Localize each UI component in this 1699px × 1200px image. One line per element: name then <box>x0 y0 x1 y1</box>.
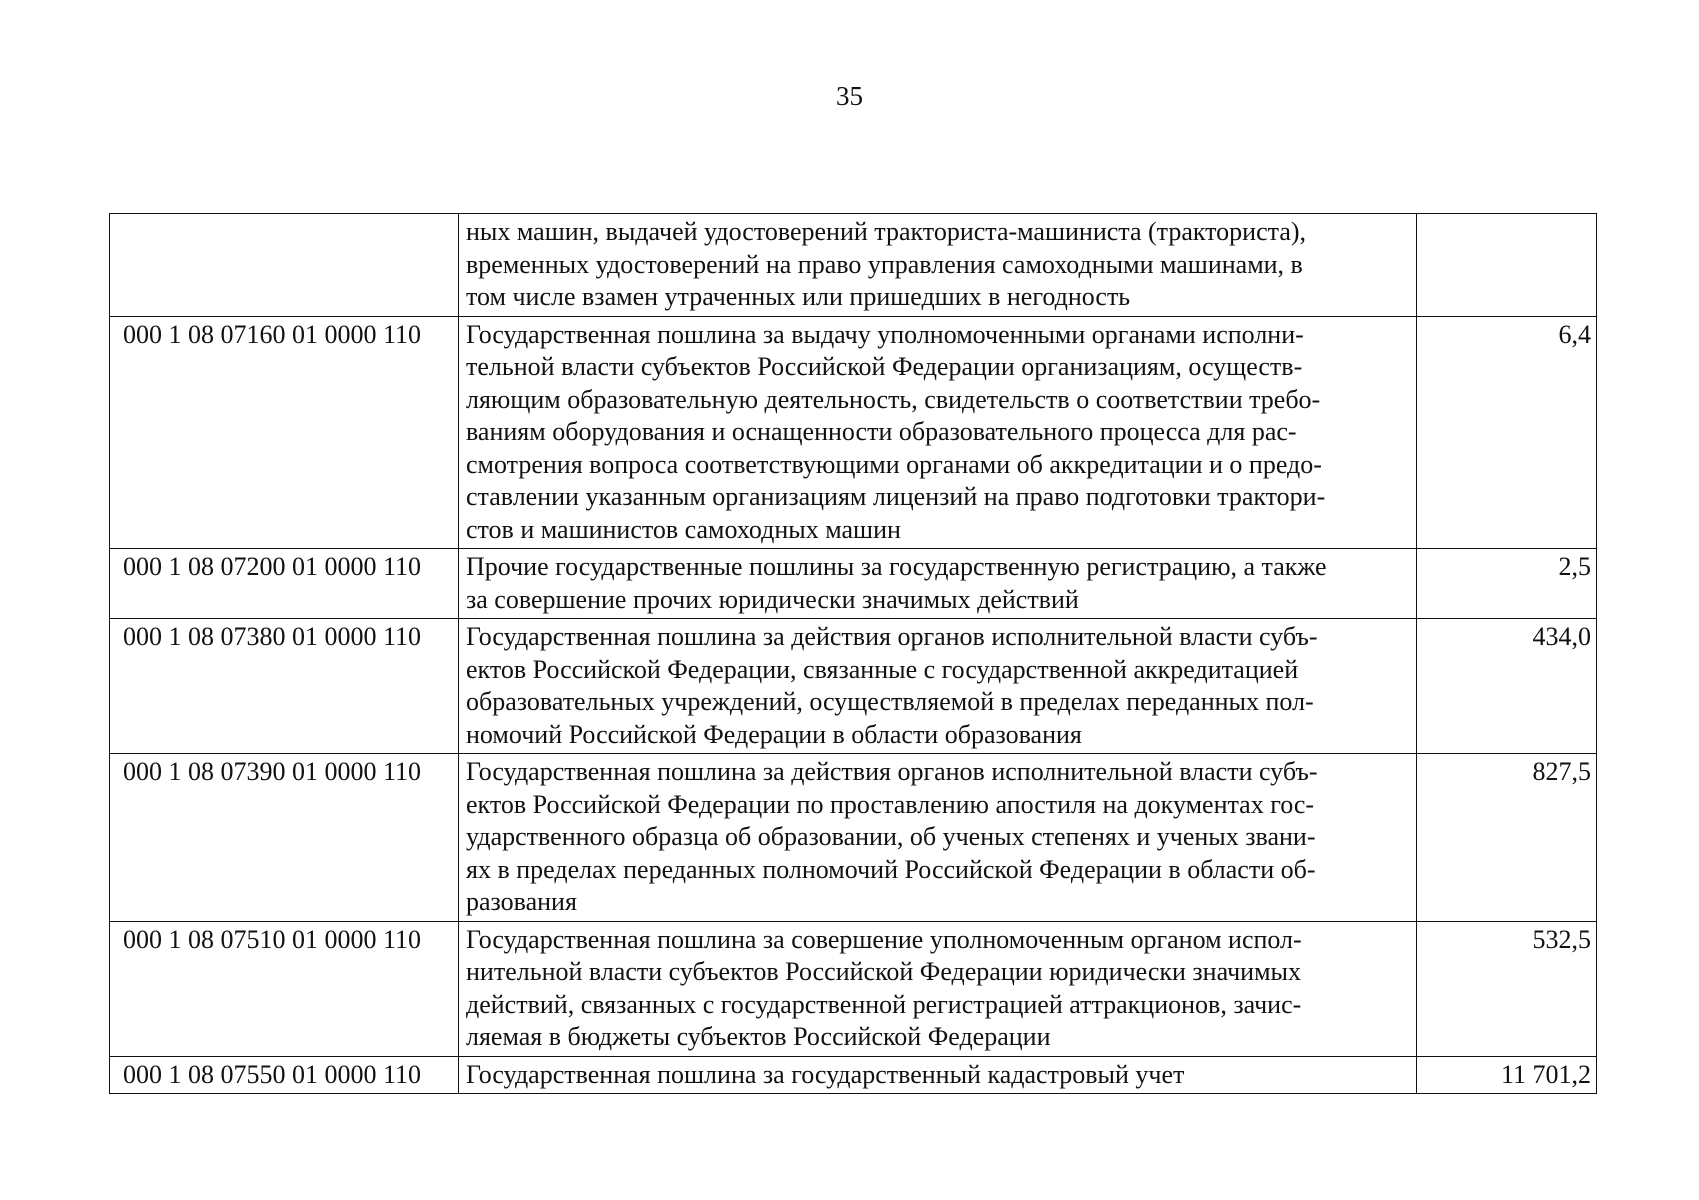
revenue-description-cell <box>459 619 1417 754</box>
classification-code-cell: 000 1 08 07510 01 0000 110 <box>110 921 459 1056</box>
table-row <box>110 754 1597 922</box>
budget-revenue-table <box>109 213 1597 1094</box>
classification-code-cell: 000 1 08 07200 01 0000 110 <box>110 549 459 619</box>
description-line: ставлении указанным организациям лицензий на право подготовки трактори- <box>466 482 1326 511</box>
description-line: стов и машинистов самоходных машин <box>466 514 901 544</box>
description-line: образовательных учреждений, осуществляемой в пределах переданных пол- <box>466 687 1314 716</box>
description-line: ваниям оборудования и оснащенности образовательного процесса для рас- <box>466 417 1297 446</box>
description-line: действий, связанных с государственной регистрацией аттракционов, зачис- <box>466 989 1302 1019</box>
description-line: ектов Российской Федерации по проставлению апостиля на документах гос- <box>466 789 1315 819</box>
description-line: ударственного образца об образовании, об ученых степенях и ученых звани- <box>466 822 1316 851</box>
classification-code-cell: 000 1 08 07390 01 0000 110 <box>110 754 459 922</box>
amount-cell: 2,5 <box>1417 549 1597 619</box>
amount-cell: 6,4 <box>1417 316 1597 549</box>
amount-cell: 532,5 <box>1417 921 1597 1056</box>
description-line: тельной власти субъектов Российской Федерации организациям, осуществ- <box>466 352 1303 381</box>
amount-cell: 11 701,2 <box>1417 1056 1597 1094</box>
revenue-description-cell <box>459 921 1417 1056</box>
table-row <box>110 921 1597 1056</box>
revenue-description-cell <box>459 1056 1417 1094</box>
amount-cell: 827,5 <box>1417 754 1597 922</box>
description-line: Прочие государственные пошлины за государственную регистрацию, а также <box>466 552 1327 581</box>
description-line: Государственная пошлина за государственный кадастровый учет <box>466 1059 1185 1089</box>
table-row <box>110 619 1597 754</box>
description-line: Государственная пошлина за действия органов исполнительной власти субъ- <box>466 757 1318 786</box>
revenue-description-cell <box>459 316 1417 549</box>
description-line: ях в пределах переданных полномочий Российской Федерации в области об- <box>466 854 1316 884</box>
revenue-description-cell <box>459 549 1417 619</box>
description-line: ляемая в бюджеты субъектов Российской Федерации <box>466 1022 1051 1051</box>
description-line: за совершение прочих юридически значимых действий <box>466 584 1079 614</box>
classification-code-cell: 000 1 08 07380 01 0000 110 <box>110 619 459 754</box>
description-line: смотрения вопроса соответствующими органами об аккредитации и о предо- <box>466 449 1322 479</box>
classification-code-cell: 000 1 08 07550 01 0000 110 <box>110 1056 459 1094</box>
revenue-description-cell <box>459 754 1417 922</box>
classification-code-cell <box>110 214 459 317</box>
classification-code-cell: 000 1 08 07160 01 0000 110 <box>110 316 459 549</box>
table-row <box>110 214 1597 317</box>
description-line: номочий Российской Федерации в области образования <box>466 719 1082 749</box>
amount-cell <box>1417 214 1597 317</box>
description-line: ных машин, выдачей удостоверений тракториста-машиниста (тракториста), <box>466 217 1307 246</box>
description-line: ектов Российской Федерации, связанные с государственной аккредитацией <box>466 654 1299 684</box>
description-line: том числе взамен утраченных или пришедших в негодность <box>466 282 1131 311</box>
table-row <box>110 316 1597 549</box>
table-row <box>110 1056 1597 1094</box>
description-line: Государственная пошлина за выдачу уполномоченными органами исполни- <box>466 319 1304 349</box>
description-line: Государственная пошлина за действия органов исполнительной власти субъ- <box>466 622 1318 651</box>
revenue-description-cell <box>459 214 1417 317</box>
amount-cell: 434,0 <box>1417 619 1597 754</box>
description-line: временных удостоверений на право управления самоходными машинами, в <box>466 249 1303 279</box>
description-line: разования <box>466 887 577 916</box>
table-body <box>110 214 1597 1094</box>
description-line: ляющим образовательную деятельность, свидетельств о соответствии требо- <box>466 384 1321 414</box>
description-line: нительной власти субъектов Российской Федерации юридически значимых <box>466 957 1302 986</box>
description-line: Государственная пошлина за совершение уполномоченным органом испол- <box>466 924 1302 954</box>
page-number: 35 <box>836 81 863 111</box>
table-row <box>110 549 1597 619</box>
